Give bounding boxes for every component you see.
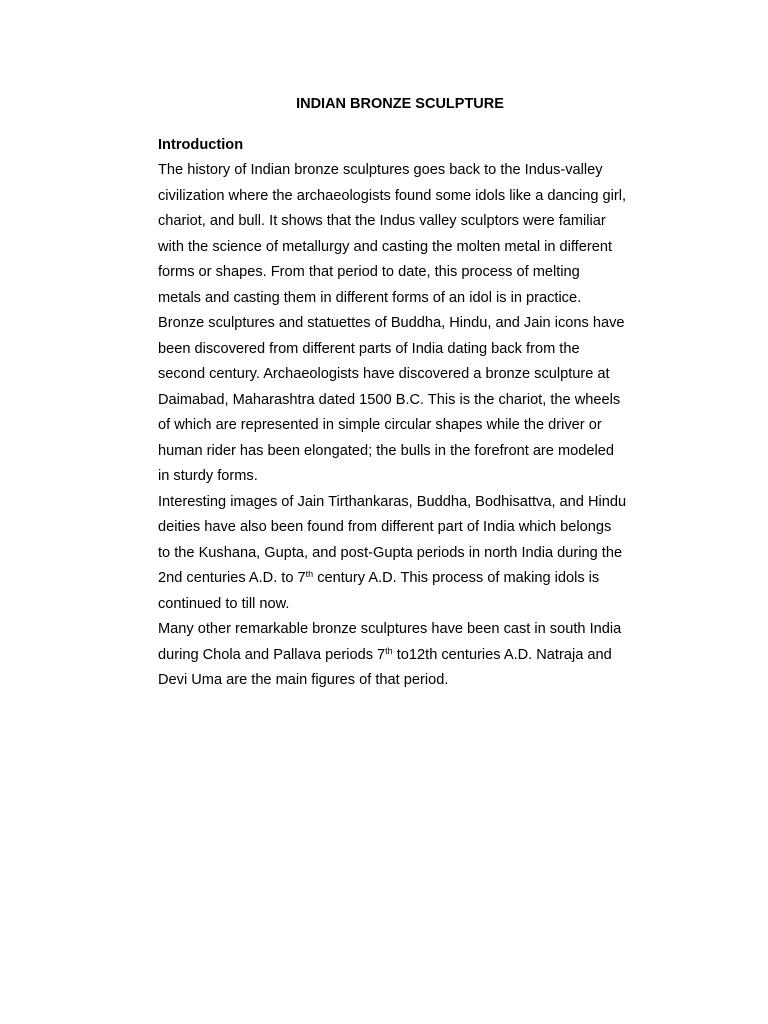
paragraph-line: forms or shapes. From that period to date, this process of melting <box>158 264 580 280</box>
paragraph-line: Interesting images of Jain Tirthankaras, Buddha, Bodhisattva, and Hindu <box>158 493 627 510</box>
paragraph-line: human rider has been elongated; the bulls in the forefront are modeled <box>158 442 614 459</box>
paragraph-line: to the Kushana, Gupta, and post-Gupta periods in north India during the <box>158 544 623 561</box>
paragraph-line: with the science of metallurgy and casting the molten metal in different <box>158 238 613 255</box>
paragraph-line: The history of Indian bronze sculptures goes back to the Indus-valley <box>158 162 603 178</box>
paragraph-line: second century. Archaeologists have discovered a bronze sculpture at <box>158 366 610 382</box>
line-text: to12th centuries A.D. Natraja and <box>392 646 612 663</box>
section-heading: Introduction <box>158 137 244 153</box>
ordinal-superscript: th <box>385 645 393 656</box>
ordinal-superscript: th <box>305 569 314 579</box>
paragraph-line: Bronze sculptures and statuettes of Buddha, Hindu, and Jain icons have <box>158 315 625 331</box>
line-text: during Chola and Pallava periods 7 <box>158 646 386 663</box>
line-text: century A.D. This process of making idols is <box>313 570 600 586</box>
paragraph-line: continued to till now. <box>158 595 290 612</box>
paragraph-line: chariot, and bull. It shows that the Indus valley sculptors were familiar <box>158 213 606 229</box>
paragraph-line <box>158 566 698 592</box>
paragraph-line: in sturdy forms. <box>158 468 258 484</box>
paragraph-line <box>158 643 698 669</box>
document-title: INDIAN BRONZE SCULPTURE <box>296 96 504 112</box>
paragraph-line: of which are represented in simple circular shapes while the driver or <box>158 417 602 433</box>
line-text: 2nd centuries A.D. to 7 <box>158 570 306 586</box>
paragraph-line: been discovered from different parts of India dating back from the <box>158 340 580 357</box>
paragraph-line: deities have also been found from different part of India which belongs <box>158 519 612 535</box>
document-body <box>158 132 698 694</box>
paragraph-line: metals and casting them in different forms of an idol is in practice. <box>158 289 582 306</box>
paragraph-line: Daimabad, Maharashtra dated 1500 B.C. This is the chariot, the wheels <box>158 391 621 408</box>
paragraph-line: Many other remarkable bronze sculptures have been cast in south India <box>158 621 622 637</box>
paragraph-line: Devi Uma are the main figures of that period. <box>158 672 449 688</box>
paragraph-line: civilization where the archaeologists found some idols like a dancing girl, <box>158 187 627 204</box>
